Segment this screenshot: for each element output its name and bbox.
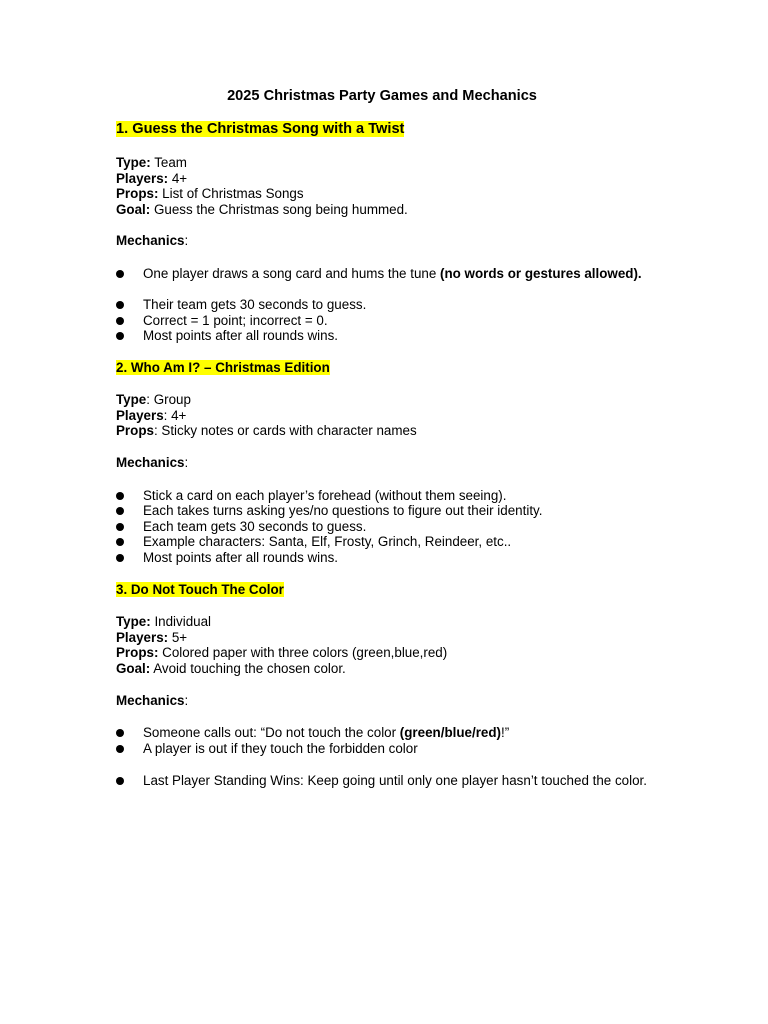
meta-value: : Group [146, 392, 191, 407]
list-item-text: Most points after all rounds wins. [143, 549, 338, 565]
bullet-icon [116, 523, 124, 531]
meta-label: Players [116, 407, 164, 423]
section-heading-2-text: 2. Who Am I? – Christmas Edition [116, 360, 330, 375]
meta-value: Guess the Christmas song being hummed. [150, 201, 408, 217]
mechanics-colon: : [184, 233, 189, 248]
bullet-icon [116, 745, 124, 753]
meta-goal-3 [116, 661, 346, 677]
list-item-text: Most points after all rounds wins. [143, 328, 338, 343]
meta-label: Type: [116, 155, 151, 170]
meta-label: Type: [116, 614, 151, 629]
mechanics-label-3 [116, 693, 188, 709]
section-heading-3 [116, 582, 284, 598]
meta-value: : 4+ [163, 407, 187, 423]
list-item-text: Correct = 1 point; incorrect = 0. [143, 312, 328, 328]
mechanics-label-2 [116, 455, 188, 471]
mechanics-colon: : [184, 455, 189, 470]
meta-players-1 [116, 171, 187, 187]
list-item-text [143, 725, 653, 741]
meta-value: Team [150, 155, 187, 170]
mechanics-label-text: Mechanics [116, 233, 185, 248]
bullet-icon [116, 538, 124, 546]
list-item-text [143, 266, 653, 282]
meta-goal-1 [116, 202, 408, 218]
list-item-text: Example characters: Santa, Elf, Frosty, Grinch, Reindeer, etc.. [143, 534, 512, 549]
meta-players-3 [116, 630, 187, 646]
bullet-icon [116, 554, 124, 562]
meta-type-1 [116, 155, 187, 171]
mechanics-label-1 [116, 233, 188, 249]
section-heading-1-text: 1. Guess the Christmas Song with a Twist [116, 121, 405, 137]
meta-value: List of Christmas Songs [158, 186, 304, 201]
meta-props-3 [116, 645, 447, 661]
list-item-bold: (green/blue/red) [399, 725, 501, 740]
section-heading-3-text: 3. Do Not Touch The Color [116, 582, 284, 597]
meta-value: Individual [150, 614, 212, 629]
list-item-bold: (no words or gestures allowed). [440, 265, 642, 281]
meta-label: Goal: [116, 660, 151, 676]
mechanics-label-text: Mechanics [116, 455, 185, 470]
meta-label: Props [116, 423, 154, 438]
list-item-text: Last Player Standing Wins: Keep going until only one player hasn’t touched the color. [143, 772, 647, 788]
list-item-plain: One player draws a song card and hums the tune [143, 265, 441, 281]
bullet-icon [116, 729, 124, 737]
list-item-after: !” [501, 725, 510, 740]
meta-type-3 [116, 614, 211, 630]
meta-props-1 [116, 186, 304, 202]
list-item-text: A player is out if they touch the forbidden color [143, 740, 418, 756]
mechanics-label-text: Mechanics [116, 692, 185, 708]
meta-value: Colored paper with three colors (green,blue,red) [158, 645, 448, 660]
meta-props-2 [116, 423, 417, 439]
list-item-text: Their team gets 30 seconds to guess. [143, 297, 367, 312]
bullet-icon [116, 270, 124, 278]
mechanics-colon: : [184, 692, 189, 708]
bullet-icon [116, 301, 124, 309]
bullet-icon [116, 492, 124, 500]
meta-value: 4+ [168, 170, 188, 186]
meta-label: Props: [116, 645, 159, 660]
list-item-text: Stick a card on each player’s forehead (without them seeing). [143, 487, 507, 503]
section-heading-2 [116, 360, 330, 376]
meta-value: Avoid touching the chosen color. [150, 660, 346, 676]
bullet-icon [116, 332, 124, 340]
list-item-text: Each team gets 30 seconds to guess. [143, 518, 367, 534]
meta-label: Players: [116, 170, 169, 186]
bullet-icon [116, 507, 124, 515]
meta-label: Goal: [116, 201, 151, 217]
meta-players-2 [116, 408, 186, 424]
meta-value: 5+ [168, 629, 188, 645]
bullet-icon [116, 777, 124, 785]
list-item-text: Each takes turns asking yes/no questions to figure out their identity. [143, 503, 543, 518]
meta-type-2 [116, 392, 191, 408]
meta-label: Players: [116, 629, 169, 645]
list-item-plain: Someone calls out: “Do not touch the color [143, 725, 400, 740]
meta-label: Type [116, 392, 147, 407]
section-heading-1 [116, 121, 404, 138]
bullet-icon [116, 317, 124, 325]
document-title: 2025 Christmas Party Games and Mechanics [227, 88, 537, 104]
meta-value: : Sticky notes or cards with character names [153, 423, 417, 438]
meta-label: Props: [116, 186, 159, 201]
